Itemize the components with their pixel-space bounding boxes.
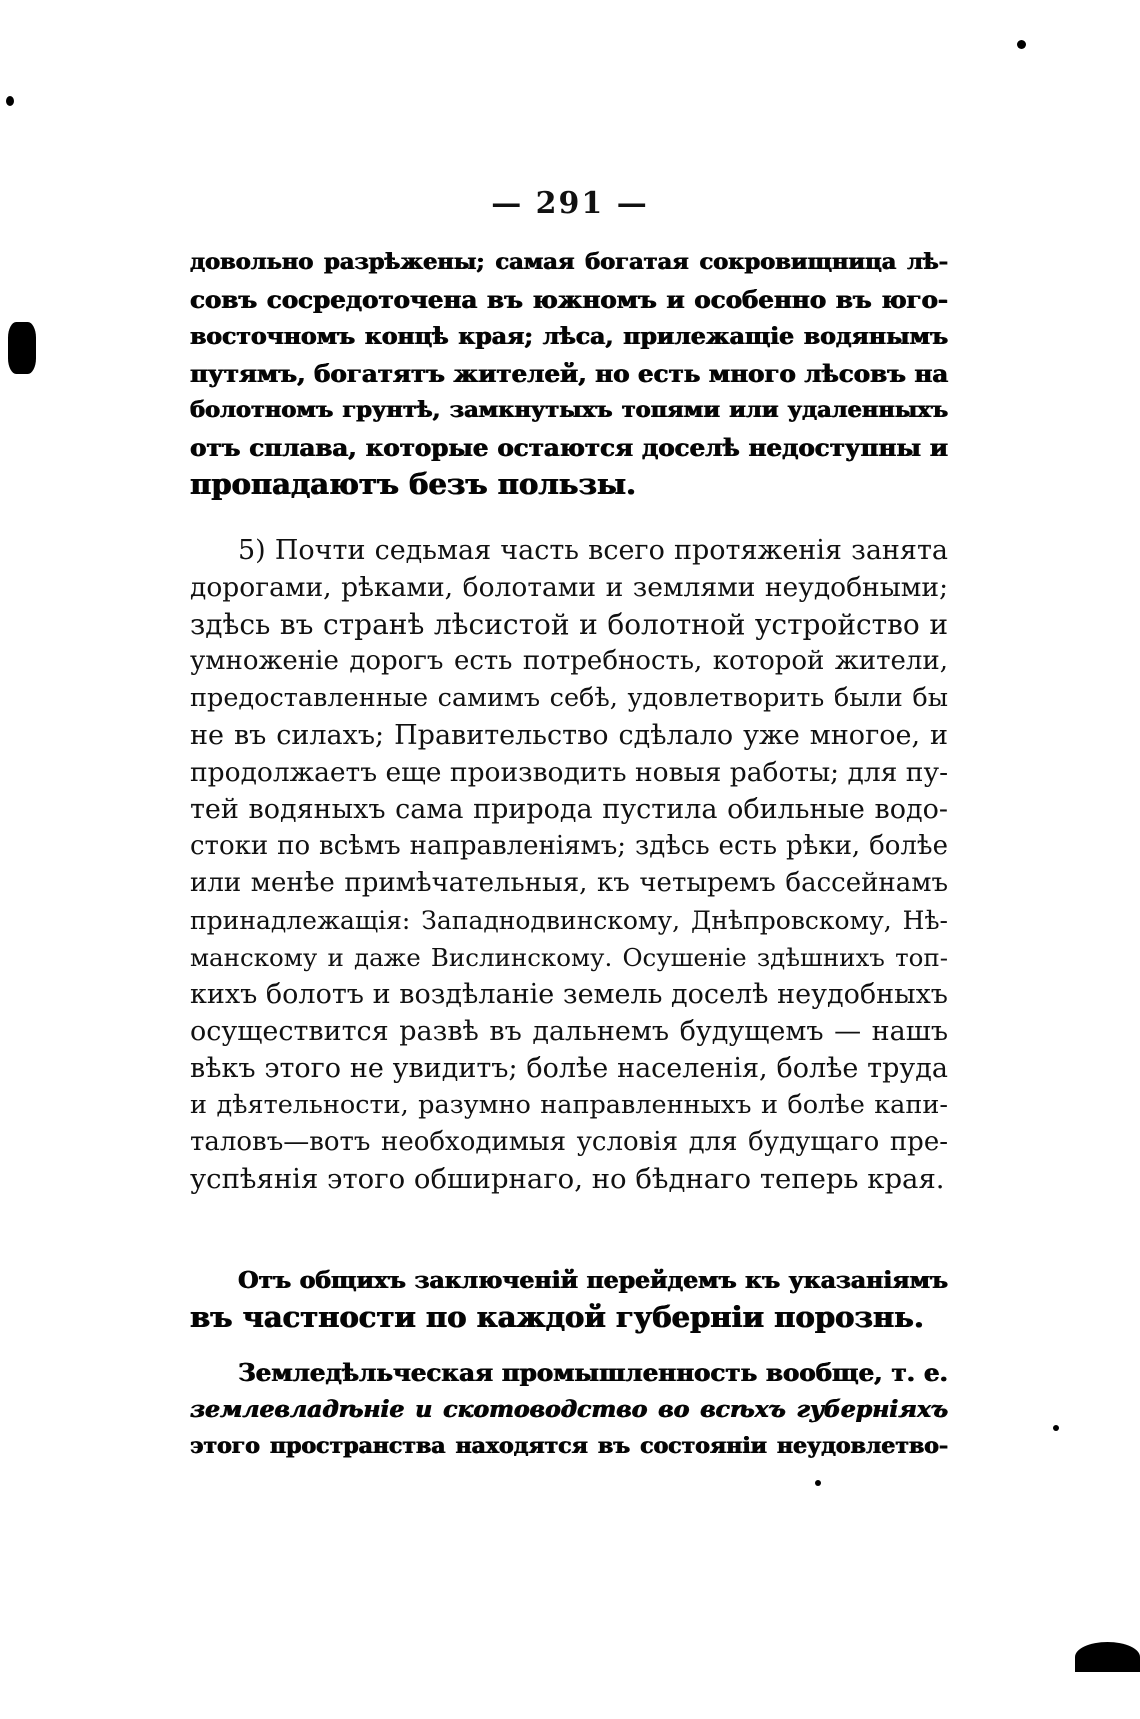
text-line: совъ сосредоточена въ южномъ и особенно въ юго- [190, 285, 948, 314]
text-line: 5) Почти седьмая часть всего протяженія занята [238, 535, 948, 566]
text-line: успѣянія этого обширнаго, но бѣднаго теперь края. [190, 1163, 945, 1195]
text-line: не въ силахъ; Правительство сдѣлало уже многое, и [190, 720, 948, 751]
text-line: болотномъ грунтѣ, замкнутыхъ топями или удаленныхъ [190, 397, 948, 423]
text-line: Земледѣльческая промышленность вообще, т. е. [238, 1358, 948, 1387]
text-line: пропадаютъ безъ пользы. [190, 467, 637, 501]
text-line: и дѣятельности, разумно направленныхъ и болѣе капи- [190, 1090, 948, 1120]
text-line: продолжаетъ еще производить новыя работы; для пу- [190, 757, 949, 788]
scan-speck [1053, 1425, 1059, 1431]
scan-speck [6, 96, 14, 106]
page-number: — 291 — [491, 186, 649, 221]
paragraph-point-5 [190, 532, 948, 1198]
scan-speck [1017, 40, 1026, 49]
scan-blot [1075, 1642, 1140, 1672]
paragraph-transition [190, 1262, 948, 1336]
text-line: восточномъ концѣ края; лѣса, прилежащіе водянымъ [190, 322, 948, 350]
text-line: довольно разрѣжены; самая богатая сокровищница лѣ- [190, 249, 948, 275]
text-line: осуществится развѣ въ дальнемъ будущемъ — нашъ [190, 1016, 948, 1047]
text-line: умноженіе дорогъ есть потребность, которой жители, [190, 646, 948, 676]
text-line: Отъ общихъ заключеній перейдемъ къ указаніямъ [238, 1266, 948, 1294]
text-line: манскому и даже Вислинскому. Осушеніе здѣшнихъ топ- [190, 943, 948, 972]
text-line: землевладѣніе и скотоводство во всѣхъ губерніяхъ [190, 1395, 948, 1423]
text-line: предоставленные самимъ себѣ, удовлетворить были бы [190, 683, 948, 713]
text-line: принадлежащія: Западнодвинскому, Днѣпровскому, Нѣ- [190, 906, 948, 935]
text-line: этого пространства находятся въ состояніи неудовлетво- [190, 1433, 948, 1459]
text-line: кихъ болотъ и воздѣланіе земель доселѣ неудобныхъ [190, 979, 948, 1010]
scan-speck [815, 1480, 821, 1486]
text-line: путямъ, богатятъ жителей, но есть много лѣсовъ на [190, 359, 949, 388]
text-line: тей водяныхъ сама природа пустила обильные водо- [190, 794, 948, 825]
paragraph-continuation [190, 244, 948, 503]
text-line: или менѣе примѣчательныя, къ четыремъ бассейнамъ [190, 868, 948, 898]
text-line: здѣсь въ странѣ лѣсистой и болотной устройство и [190, 608, 948, 641]
paragraph-agriculture [190, 1354, 948, 1465]
text-line: стоки по всѣмъ направленіямъ; здѣсь есть рѣки, болѣе [190, 831, 948, 861]
scan-blot [8, 322, 36, 374]
text-line: таловъ—вотъ необходимыя условія для будущаго пре- [190, 1127, 948, 1157]
text-line: отъ сплава, которые остаются доселѣ недоступны и [190, 433, 948, 462]
text-line: дорогами, рѣками, болотами и землями неудобными; [190, 572, 948, 603]
text-line: вѣкъ этого не увидитъ; болѣе населенія, болѣе труда [190, 1053, 948, 1084]
text-line: въ частности по каждой губерніи порознь. [190, 1300, 924, 1334]
